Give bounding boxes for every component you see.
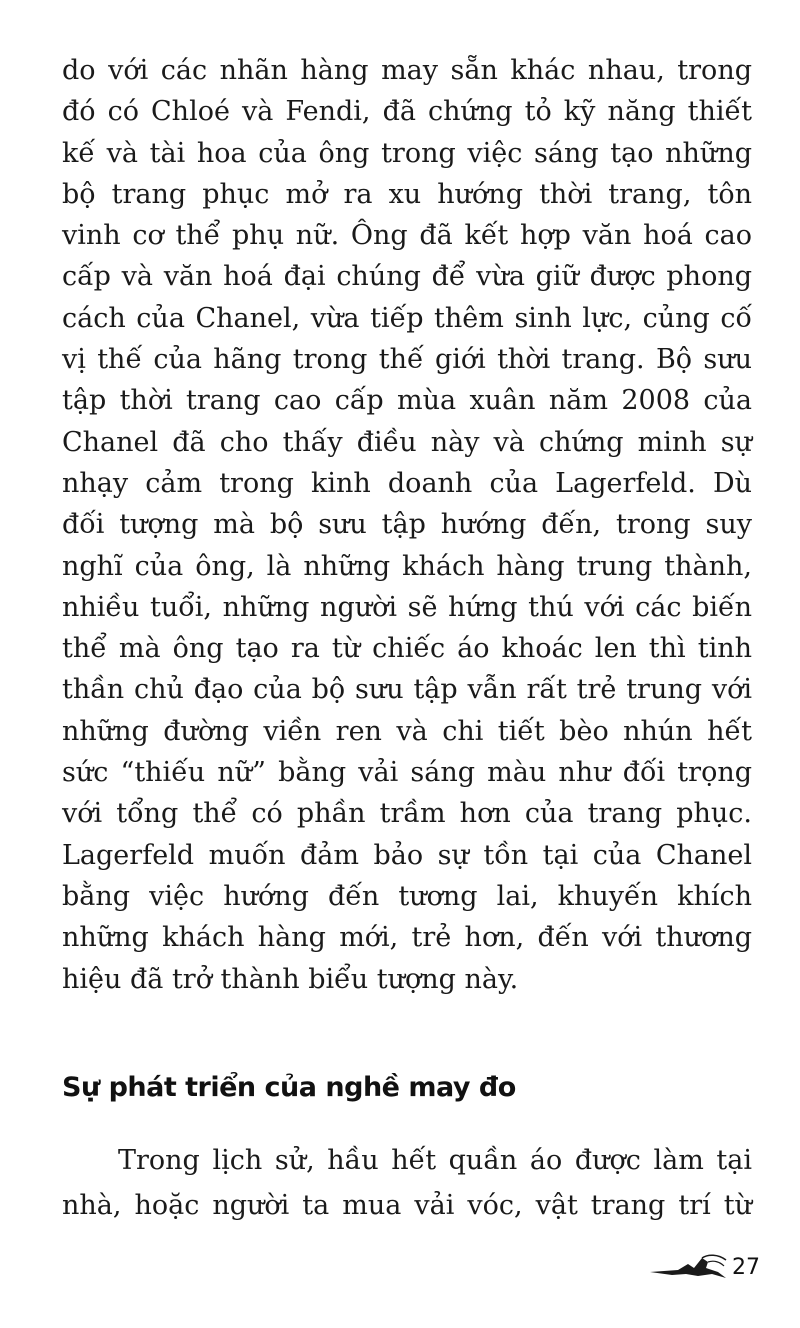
section-paragraph	[62, 1138, 752, 1228]
text-line: hiệu đã trở thành biểu tượng này.	[62, 963, 519, 995]
swallow-ornament-icon	[648, 1252, 730, 1282]
text-line: nhạy cảm trong kinh doanh của Lagerfeld. Dù	[62, 467, 752, 499]
text-line: thể mà ông tạo ra từ chiếc áo khoác len thì tinh	[62, 633, 752, 665]
section-heading: Sự phát triển của nghề may đo	[62, 1072, 516, 1103]
text-line: đối tượng mà bộ sưu tập hướng đến, trong suy	[62, 509, 752, 541]
text-line: Chanel đã cho thấy điều này và chứng minh sự	[62, 426, 752, 458]
text-line: vị thế của hãng trong thế giới thời trang. Bộ sưu	[62, 344, 752, 376]
text-line: nhà, hoặc người ta mua vải vóc, vật trang trí từ	[62, 1190, 752, 1221]
text-line: thần chủ đạo của bộ sưu tập vẫn rất trẻ trung với	[62, 674, 752, 706]
text-line: tập thời trang cao cấp mùa xuân năm 2008 của	[62, 385, 752, 417]
text-line: Trong lịch sử, hầu hết quần áo được làm tại	[118, 1145, 752, 1176]
text-line: kế và tài hoa của ông trong việc sáng tạo những	[62, 137, 752, 169]
text-line: Lagerfeld muốn đảm bảo sự tồn tại của Chanel	[62, 839, 752, 871]
text-line: với tổng thể có phần trầm hơn của trang phục.	[62, 798, 752, 830]
body-paragraph	[62, 50, 752, 1000]
text-line: đó có Chloé và Fendi, đã chứng tỏ kỹ năng thiết	[62, 96, 752, 128]
text-line: sức “thiếu nữ” bằng vải sáng màu như đối trọng	[62, 757, 752, 789]
text-line: bằng việc hướng đến tương lai, khuyến khích	[62, 880, 752, 912]
text-line: nhiều tuổi, những người sẽ hứng thú với các biến	[62, 591, 752, 623]
text-line: những khách hàng mới, trẻ hơn, đến với thương	[62, 922, 752, 954]
text-line: nghĩ của ông, là những khách hàng trung thành,	[62, 550, 752, 582]
text-line: do với các nhãn hàng may sẵn khác nhau, trong	[62, 55, 752, 86]
text-line: những đường viền ren và chi tiết bèo nhún hết	[62, 715, 752, 747]
page-footer	[648, 1252, 760, 1282]
text-line: vinh cơ thể phụ nữ. Ông đã kết hợp văn hoá cao	[62, 220, 752, 252]
text-line: cách của Chanel, vừa tiếp thêm sinh lực, củng cố	[62, 302, 752, 334]
text-line: cấp và văn hoá đại chúng để vừa giữ được phong	[62, 261, 752, 293]
page-number: 27	[732, 1254, 760, 1280]
text-line: bộ trang phục mở ra xu hướng thời trang, tôn	[62, 178, 752, 210]
